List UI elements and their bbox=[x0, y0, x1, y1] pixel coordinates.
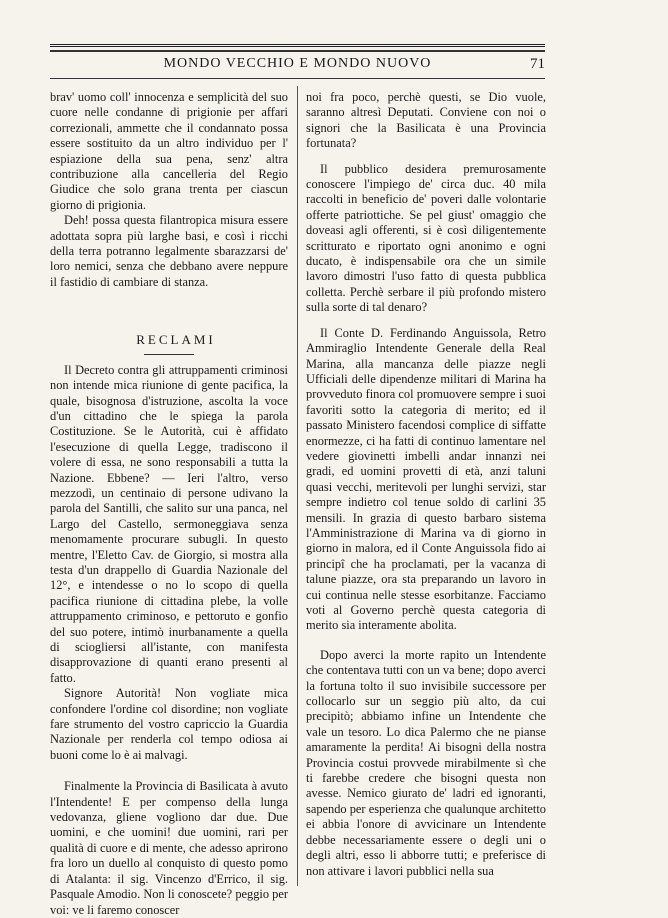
header-rule bbox=[50, 78, 545, 79]
left-paragraph-1: brav' uomo coll' innocenza e semplicità del suo cuore nelle condanne di prigionie per affari correzionali, ammette che il condannato possa essere sostituito da un altro individuo per l' espiazione della sua pena, senz' altra contribuzione alla cancelleria del Regio Giudice che solo grana trenta per ciascun giorno di prigionia. bbox=[50, 90, 288, 212]
left-paragraph-3: Il Decreto contra gli attruppamenti criminosi non intende mica riunione di gente pacifica, la quale, bisognosa d'istruzione, ascolta la voce d'un cittadino che le spiega la parola Costituzione. Se le Autorità, cui è affidato l'esecuzione di quella Legge, tradiscono il volere di essa, ne sono responsabili a tutta la Nazione. Ebbene? — Ieri l'altro, verso mezzodì, un centinaio di persone udivano la parola del Santilli, che salito sur una panca, nel Largo del Castello, sermoneggiava senza menomamente procurare subugli. In questo mentre, l'Eletto Cav. de Giorgio, si mostra alla testa d'un drappello di Guardia Nazionale del 12°, e intendesse o no lo scopo di quella pacifica riunione di cittadina plebe, la volle attruppamento criminoso, e pettoruto e gonfio del suo potere, intimò inurbanamente a quella di sciogliersi all'istante, con manifesta disapprovazione di quanti erano presenti al fatto. bbox=[50, 362, 288, 685]
column-divider bbox=[297, 86, 298, 886]
page-number: 71 bbox=[530, 56, 545, 72]
top-rule bbox=[50, 50, 545, 52]
section-heading-reclami: RECLAMI bbox=[136, 332, 216, 348]
running-header bbox=[50, 56, 545, 80]
left-paragraph-4: Signore Autorità! Non vogliate mica confondere l'ordine col disordine; non vogliate fare strumento del vostro capriccio la Guardia Nazionale per renderla col tempo odiosa ai buoni come lo è ai malvagi. bbox=[50, 686, 288, 762]
left-column bbox=[50, 90, 288, 918]
left-paragraph-2: Deh! possa questa filantropica misura essere adottata sopra più larghe basi, e così i ricchi della terra potranno legalmente sbarazzarsi de' loro nemici, senza che debbano avere neppure il fastidio di cambiare di stanza. bbox=[50, 213, 288, 289]
right-paragraph-3: Il Conte D. Ferdinando Anguissola, Retro Ammiraglio Intendente Generale della Real Marina, alla mancanza delle piazze negli Ufficiali delle dipendenze militari di Marina ha provveduto finora col promuovere sempre i suoi favoriti sotto la categoria di merito; ed il passato Ministero facendosi complice di siffatte enormezze, ci ha fatti di continuo lamentare nel vedere giovinetti imbelli andar innanzi nei gradi, ed uomini provetti di età, anzi taluni quasi vecchi, meritevoli per lunghi servizi, star sempre indietro col tenue soldo di carlini 35 mensili. In grazia di questo barbaro sistema l'Amministrazione di Marina va di giorno in giorno in malora, ed il Conte Anguissola fido ai principî che ha proclamati, per la vacanza di talune piazze, ora sta preparando un lavoro in cui continua nelle stesse esorbitanze. Facciamo voti al Governo perchè questa categoria di merito sia interamente abolita. bbox=[306, 325, 546, 633]
left-paragraph-5: Finalmente la Provincia di Basilicata à avuto l'Intendente! E per compenso della lunga vedovanza, gliene vogliono dar due. Due uomini, e che uomini! due uomini, rari per qualità di cuore e di mente, che adesso aprirono fra loro un duello al conquisto di questo pomo di Atalanta: il sig. Vincenzo d'Errico, il sig. Pasquale Amodio. Non li conoscete? peggio per voi: ve li faremo conoscer bbox=[50, 779, 288, 917]
top-double-rule bbox=[50, 44, 545, 47]
right-column bbox=[306, 90, 546, 879]
right-paragraph-2: Il pubblico desidera premurosamente conoscere l'impiego de' circa duc. 40 mila raccolti in beneficio de' poveri dalle volontarie offerte patriottiche. Se pel giust' omaggio che doveasi agli offerenti, si è così diligentemente scritturato e riportato ogni anonimo e ogni ducato, è indispensabile ora che un simile lavoro dimostri l'uso fatto di questa pubblica colletta. Perchè serbare il più profondo mistero sulla sorte di tal denaro? bbox=[306, 161, 546, 315]
right-paragraph-1: noi fra poco, perchè questi, se Dio vuole, saranno altresì Deputati. Conviene con noi o signori che la Basilicata è una Provincia fortunata? bbox=[306, 90, 546, 151]
header-title: MONDO VECCHIO E MONDO NUOVO bbox=[163, 56, 432, 71]
right-paragraph-4: Dopo averci la morte rapito un Intendente che contentava tutti con un va bene; dopo averci la fortuna tolto il suo invisibile successore per collocarlo sur un seggio più alto, da cui precipitò; abbiamo infine un Intendente che vale un tesoro. Lo dica Palermo che ne pianse amaramente la perdita! Ai bisogni della nostra Provincia costui provvede mirabilmente sì che ti farebbe credere che bisogni questa non avesse. Nemico giurato de' ladri ed ignoranti, sapendo per esperienza che qualunque architetto ei abbia l'onore di avvicinare un Intendente debbe necessariamente essere o degli uni o degli altri, esso li abborre tutti; e preferisce di non attivare i lavori pubblici nella sua bbox=[306, 647, 546, 878]
